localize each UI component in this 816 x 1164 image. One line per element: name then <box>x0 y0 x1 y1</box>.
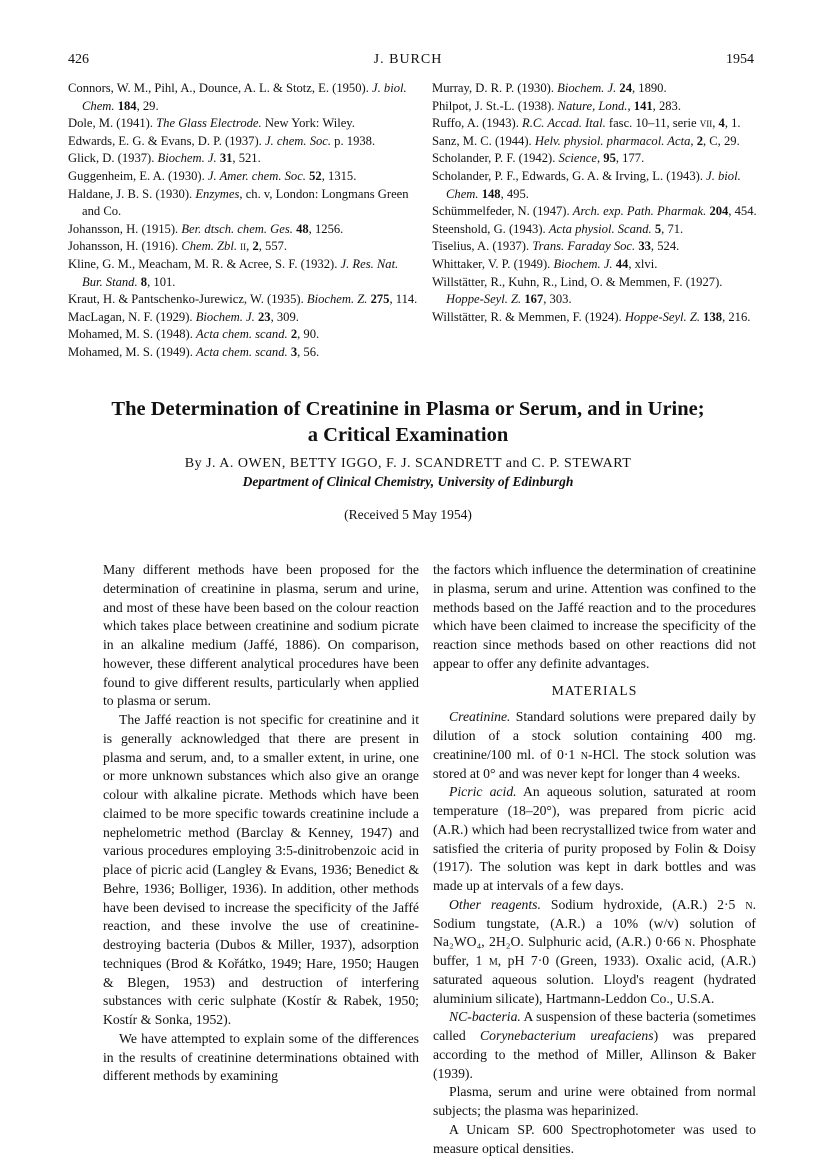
running-year: 1954 <box>726 52 754 67</box>
reference-entry <box>432 256 757 274</box>
text-segment: Mohamed, M. S. (1949). <box>68 344 197 359</box>
text-segment: -HCl. The stock solution was stored at 0° and was never kept for longer than 4 weeks. <box>433 746 757 781</box>
italic-text: Acta physiol. Scand. <box>548 221 652 236</box>
text-segment: Plasma, serum and urine were obtained from normal subjects; the plasma was heparinized. <box>433 1084 756 1118</box>
italic-text: Hoppe-Seyl. Z. <box>446 292 522 307</box>
italic-text: Corynebacterium ureafaciens <box>480 1028 654 1043</box>
italic-text: Science, <box>558 151 601 166</box>
text-segment: , C, 29. <box>702 133 740 148</box>
bold-text: 52 <box>309 168 322 183</box>
text-segment: Glick, D. (1937). <box>68 151 158 166</box>
text-segment: n <box>580 746 588 762</box>
text-segment: Ruffo, A. (1943). <box>432 116 523 131</box>
text-segment: , 1315. <box>321 168 357 183</box>
page-number: 426 <box>68 52 89 67</box>
text-segment: , <box>246 239 253 254</box>
body-left-column <box>103 561 419 1086</box>
italic-text: Biochem. J. <box>557 81 617 95</box>
text-segment: An aqueous solution, saturated at room temperature (18–20°), was prepared from picric acid (A.R.) which had been recrystallized twice from water and satisfied the criteria of purity proposed by Folin & Doisy (1917). The solution was kept in dark bottles and was made up at intervals of a few days. <box>433 784 757 893</box>
text-segment: Tiselius, A. (1937). <box>432 239 533 254</box>
article-title <box>60 396 756 448</box>
bold-text: 2 <box>696 133 703 148</box>
italic-text: The Glass Electrode. <box>156 116 262 131</box>
reference-entry <box>68 326 420 344</box>
reference-entry <box>68 186 420 221</box>
text-segment: , 114. <box>389 292 418 307</box>
reference-entry <box>432 221 757 239</box>
bold-text: 167 <box>524 292 544 307</box>
text-segment: Standard solutions were prepared daily by dilution of a stock solution containing 400 mg. creatinine/100 ml. of 0·1 <box>433 709 756 762</box>
materials-paragraphs <box>433 708 756 1158</box>
materials-paragraph <box>433 783 756 896</box>
text-segment: the factors which influence the determination of creatinine in plasma, serum and urine. Attention was confined to the methods based on the Jaffé reaction and to the procedures which have been claimed to increase the specificity of the reaction since methods based on other reactions did not appear to offer any definite advantages. <box>433 562 756 671</box>
bold-text: 31 <box>219 151 233 166</box>
reference-entry <box>432 309 757 327</box>
italic-text: Enzymes, <box>195 186 243 201</box>
bold-text: 3 <box>290 344 298 359</box>
italic-text: Other reagents. <box>449 896 541 912</box>
text-segment: Willstätter, R. & Memmen, F. (1924). <box>432 309 625 324</box>
text-segment: Haldane, J. B. S. (1930). <box>68 186 196 201</box>
text-segment: , 216. <box>722 309 751 324</box>
text-segment: Willstätter, R., Kuhn, R., Lind, O. & Memmen, F. (1927). <box>432 274 723 289</box>
reference-entry <box>68 150 420 168</box>
italic-text: Biochem. J. <box>195 309 255 324</box>
italic-text: J. biol. Chem. <box>446 168 741 201</box>
reference-entry <box>432 133 757 151</box>
reference-entry <box>68 221 420 239</box>
bold-text: 4 <box>718 116 725 131</box>
text-segment: Kraut, H. & Pantschenko-Jurewicz, W. (1935). <box>68 292 307 307</box>
reference-entry <box>432 150 757 168</box>
materials-paragraph <box>433 896 756 1009</box>
text-segment: Guggenheim, E. A. (1930). <box>68 168 208 183</box>
text-segment: , 90. <box>297 327 320 342</box>
text-segment: Kline, G. M., Meacham, M. R. & Acree, S. F. (1932). <box>68 256 341 271</box>
text-segment: Murray, D. R. P. (1930). <box>432 81 558 95</box>
italic-text: Acta chem. scand. <box>196 327 288 342</box>
text-segment: , 177. <box>615 151 645 166</box>
text-segment: Sodium hydroxide, (A.R.) 2·5 <box>540 896 746 912</box>
text-segment: ch. v, London: Longmans Green and Co. <box>82 186 409 219</box>
italic-text: Helv. physiol. pharmacol. Acta, <box>534 133 694 148</box>
italic-text: Arch. exp. Path. Pharmak. <box>572 204 707 219</box>
text-segment: vii <box>699 116 713 131</box>
text-segment: Scholander, P. F., Edwards, G. A. & Irving, L. (1943). <box>432 168 707 183</box>
text-segment: Edwards, E. G. & Evans, D. P. (1937). <box>68 133 265 148</box>
title-line-2: a Critical Examination <box>307 424 509 446</box>
text-segment: n <box>745 896 753 912</box>
reference-entry <box>432 115 757 133</box>
text-segment: The Jaffé reaction is not specific for creatinine and it is generally acknowledged that there are present in plasma and serum, and, to a smaller extent, in urine, one or more unknown substances which also give an orange colour with alkaline picrate. Methods which have been claimed to be more specific towards creatinine include a nephelometric method (Barclay & Kenney, 1947) and various procedures employing 3:5-dinitrobenzoic acid in place of picric acid (Langley & Evans, 1936; Benedict & Behre, 1936; Bolliger, 1936). In addition, other methods have been devised to increase the specificity of the Jaffé reaction, and these involve the use of creatinine-destroying bacteria (Dubos & Miller, 1937), adsorption techniques (Brod & Kořátko, 1949; Hare, 1950; Haugen & Blegen, 1953) and destruction of interfering substances with ceric sulphate (Kostír & Rabek, 1950; Kostír & Sonka, 1952). <box>103 712 419 1027</box>
text-segment: A Unicam SP. 600 Spectrophotometer was used to measure optical densities. <box>433 1121 756 1156</box>
text-segment: , 524. <box>650 239 680 254</box>
italic-text: J. Res. Nat. Bur. Stand. <box>82 256 399 289</box>
reference-entry <box>432 274 757 309</box>
text-segment: , 29. <box>136 98 159 113</box>
italic-text: NC-bacteria. <box>449 1009 521 1025</box>
text-segment: ) was prepared according to the method of Miller, Allinson & Baker (1939). <box>433 1028 756 1081</box>
text-segment: Steenshold, G. (1943). <box>432 221 549 236</box>
text-segment: MacLagan, N. F. (1929). <box>68 309 196 324</box>
text-segment: fasc. 10–11, serie <box>605 116 700 131</box>
title-line-1: The Determination of Creatinine in Plasma or Serum, and in Urine; <box>111 398 705 420</box>
italic-text: Nature, Lond., <box>557 98 631 113</box>
reference-entry <box>432 203 757 221</box>
italic-text: Creatinine. <box>449 709 511 725</box>
reference-entry <box>68 238 420 256</box>
affiliation: Department of Clinical Chemistry, University of Edinburgh <box>242 474 574 489</box>
text-segment: . Sodium tungstate, (A.R.) a 10% (w/v) solution of Na₂WO₄, 2H₂O. Sulphuric acid, (A.R.) 0·66 <box>433 896 756 950</box>
text-segment: , xlvi. <box>628 256 658 271</box>
italic-text: Chem. Zbl. <box>181 239 237 254</box>
materials-paragraph <box>433 1083 756 1121</box>
text-segment: , 1256. <box>308 221 344 236</box>
text-segment: , 71. <box>661 221 684 236</box>
bold-text: 23 <box>257 309 271 324</box>
text-segment: n <box>684 934 693 950</box>
materials-paragraph <box>433 708 756 783</box>
running-title: J. BURCH <box>373 52 443 67</box>
italic-text: Acta chem. scand. <box>196 344 288 359</box>
text-segment: Many different methods have been proposed for the determination of creatinine in plasma, serum and urine, and most of these have been based on the colour reaction which takes place between creatinine and sodium picrate in an alkaline medium (Jaffé, 1886). On comparison, however, these different analytical procedures have been found to give different results, particularly when applied to plasma or serum. <box>103 562 419 709</box>
italic-text: Hoppe-Seyl. Z. <box>624 309 701 324</box>
italic-text: Picric acid. <box>449 784 517 800</box>
text-segment: , pH 7·0 (Green, 1933). Oxalic acid, (A.R.) saturated aqueous solution. Lloyd's reagent (hydrated aluminium silicate), Hartmann-Leddon Co., U.S.A. <box>433 953 756 1006</box>
italic-text: J. biol. Chem. <box>82 81 407 113</box>
text-segment: Dole, M. (1941). <box>68 116 157 131</box>
italic-text: Biochem. J. <box>553 256 613 271</box>
section-heading-materials: MATERIALS <box>551 682 638 698</box>
references-right <box>432 80 757 326</box>
reference-entry <box>68 133 420 151</box>
bold-text: 204 <box>709 204 729 219</box>
materials-paragraph <box>433 1008 756 1083</box>
italic-text: R.C. Accad. Ital. <box>522 116 606 131</box>
bold-text: 8 <box>140 274 148 289</box>
reference-entry <box>68 256 420 291</box>
text-segment: Philpot, J. St.-L. (1938). <box>432 98 558 113</box>
reference-entry <box>432 238 757 256</box>
bold-text: 24 <box>619 81 632 95</box>
reference-entry <box>68 168 420 186</box>
bold-text: 33 <box>638 239 651 254</box>
reference-entry <box>68 80 420 115</box>
text-segment: , 1. <box>724 116 741 131</box>
text-segment: . Phosphate buffer, 1 <box>433 934 756 968</box>
bold-text: 2 <box>290 327 298 342</box>
text-segment: , 309. <box>270 309 299 324</box>
text-segment: A suspension of these bacteria (sometimes called <box>433 1009 756 1043</box>
text-segment: New York: Wiley. <box>261 116 355 131</box>
paragraph <box>103 711 419 1030</box>
text-segment: , 283. <box>652 98 681 113</box>
paragraph <box>103 561 419 711</box>
body-right-column <box>433 561 756 1158</box>
text-segment: , 1890. <box>631 81 667 95</box>
text-segment: Whittaker, V. P. (1949). <box>432 256 554 271</box>
reference-entry <box>68 344 420 362</box>
text-segment: p. 1938. <box>331 133 376 148</box>
reference-entry <box>432 98 757 116</box>
text-segment: Schümmelfeder, N. (1947). <box>432 204 573 219</box>
references-left <box>68 80 420 362</box>
bold-text: 44 <box>615 256 629 271</box>
received-date: (Received 5 May 1954) <box>344 507 472 522</box>
text-segment: Mohamed, M. S. (1948). <box>68 327 197 342</box>
text-segment: , 454. <box>728 204 757 219</box>
reference-entry <box>68 291 420 309</box>
text-segment: Sanz, M. C. (1944). <box>432 133 535 148</box>
bold-text: 184 <box>117 98 137 113</box>
italic-text: Ber. dtsch. chem. Ges. <box>181 221 293 236</box>
text-segment: Johansson, H. (1916). <box>68 239 182 254</box>
text-segment: , 101. <box>147 274 176 289</box>
bold-text: 148 <box>481 186 501 201</box>
text-segment: , <box>712 116 719 131</box>
text-segment: , 303. <box>543 292 572 307</box>
bold-text: 5 <box>654 221 662 236</box>
text-segment: , 495. <box>500 186 529 201</box>
text-segment: m <box>488 953 498 968</box>
text-segment: Johansson, H. (1915). <box>68 221 182 236</box>
text-segment: Scholander, P. F. (1942). <box>432 151 559 166</box>
bold-text: 2 <box>252 239 259 254</box>
text-segment: Connors, W. M., Pihl, A., Dounce, A. L. & Stotz, E. (1950). <box>68 81 373 95</box>
text-segment: , 56. <box>297 344 320 359</box>
bold-text: 95 <box>603 151 616 166</box>
reference-entry <box>68 115 420 133</box>
authors: By J. A. OWEN, BETTY IGGO, F. J. SCANDRETT and C. P. STEWART <box>184 456 632 471</box>
text-segment: We have attempted to explain some of the differences in the results of creatinine determinations obtained with different methods by examining <box>103 1030 419 1084</box>
reference-entry <box>68 309 420 327</box>
italic-text: J. chem. Soc. <box>264 133 332 148</box>
italic-text: Biochem. J. <box>157 151 217 166</box>
bold-text: 48 <box>296 221 309 236</box>
italic-text: J. Amer. chem. Soc. <box>207 168 306 183</box>
text-segment: , 557. <box>258 239 288 254</box>
reference-entry <box>432 80 757 98</box>
reference-entry <box>432 168 757 203</box>
italic-text: Biochem. Z. <box>306 292 368 307</box>
paragraph <box>103 1030 419 1086</box>
paragraph-continued <box>433 561 756 674</box>
text-segment: ii <box>240 239 247 254</box>
italic-text: Trans. Faraday Soc. <box>532 239 636 254</box>
bold-text: 275 <box>370 292 390 307</box>
text-segment: , 521. <box>232 151 261 166</box>
bold-text: 138 <box>703 309 723 324</box>
left-paragraphs <box>103 561 419 1086</box>
bold-text: 141 <box>633 98 653 113</box>
materials-paragraph <box>433 1121 756 1159</box>
